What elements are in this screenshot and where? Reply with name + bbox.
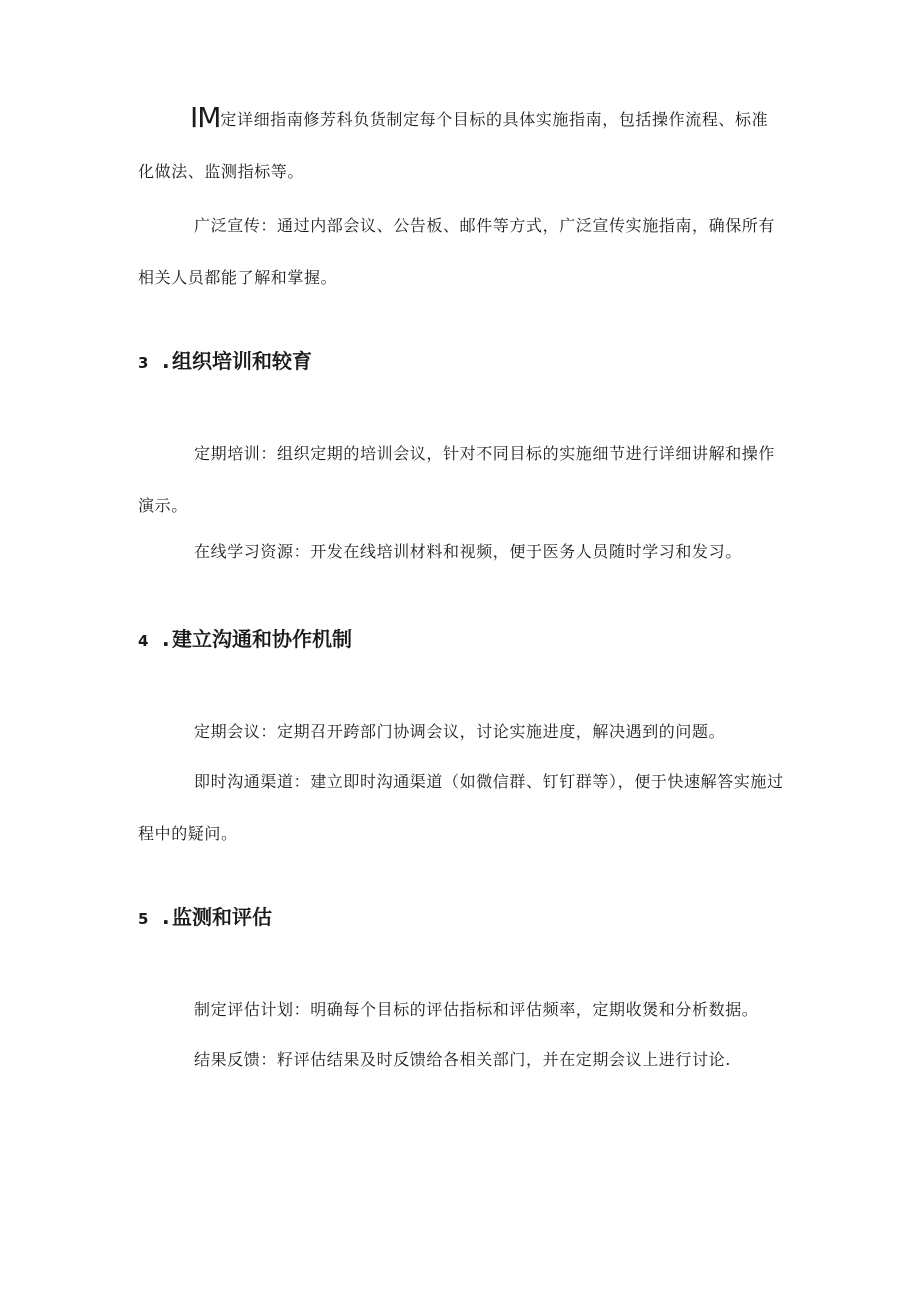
heading-number: 5: [138, 910, 149, 928]
heading-title: 组织培训和较育: [172, 349, 312, 373]
heading-section-4: [138, 624, 352, 656]
heading-dot: .: [162, 905, 170, 929]
heading-number: 3: [138, 354, 149, 372]
heading-title: 建立沟通和协作机制: [172, 627, 352, 651]
paragraph-guide-text: 定详细指南修芳科负货制定每个目标的具体实施指南，包括操作流程、标准化做法、监测指标等。: [138, 110, 769, 181]
heading-dot: .: [162, 349, 170, 373]
paragraph-instant-channels: 即时沟通渠道：建立即时沟通渠道（如微信群、钉钉群等），便于快速解答实施过程中的疑问。: [138, 772, 784, 843]
paragraph-online-learning: 在线学习资源：开发在线培训材料和视频，便于医务人员随时学习和发习。: [194, 542, 742, 561]
paragraph-feedback: 结果反馈：籽评估结果及时反馈给各相关部门，并在定期会议上进行讨论.: [194, 1050, 731, 1069]
paragraph-meetings: 定期会议：定期召开跨部门协调会议，讨论实施进度，解决遇到的问题。: [194, 722, 726, 741]
heading-title: 监测和评估: [172, 905, 272, 929]
heading-number: 4: [138, 632, 149, 650]
paragraph-evaluation-plan: 制定评估计划：明确每个目标的评估指标和评估频率，定期收煲和分析数据。: [194, 1000, 759, 1019]
heading-section-3: [138, 346, 312, 378]
paragraph-guide: [138, 92, 784, 198]
lead-mark: IM: [190, 101, 221, 134]
paragraph-publicity: 广泛宣传：通过内部会议、公告板、邮件等方式，广泛宣传实施指南，确保所有相关人员都能了解和掌握。: [138, 216, 776, 287]
heading-dot: .: [162, 627, 170, 651]
heading-section-5: [138, 902, 272, 934]
paragraph-training: 定期培训：组织定期的培训会议，针对不同目标的实施细节进行详细讲解和操作演示。: [138, 444, 776, 515]
